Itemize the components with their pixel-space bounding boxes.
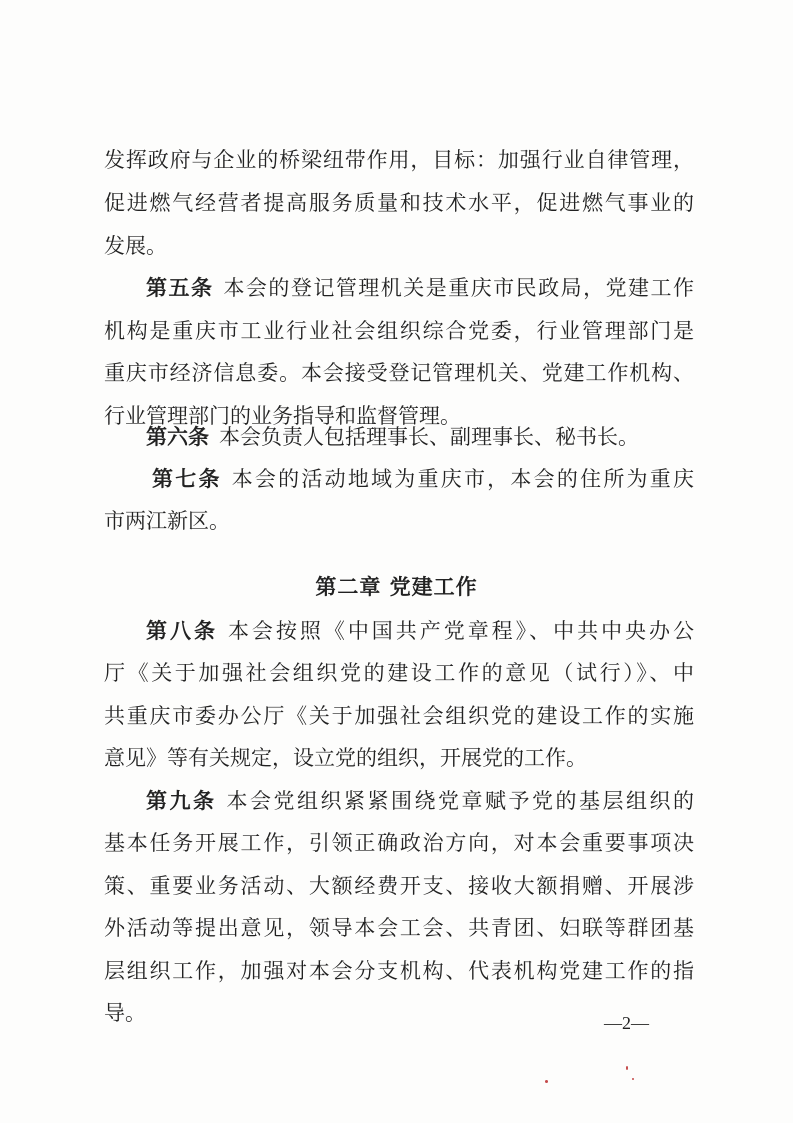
- article-5-line-3: 重庆市经济信息委。本会接受登记管理机关、党建工作机构、: [104, 361, 694, 385]
- article-8-line-1: [104, 614, 694, 648]
- article-8-line-2: 厅《关于加强社会组织党的建设工作的意见（试行）》、中: [104, 661, 694, 685]
- article-7-text-1: 本会的活动地域为重庆市，本会的住所为重庆: [231, 467, 694, 491]
- para-1-line-3: 发展。: [104, 234, 167, 258]
- scan-speck: [626, 1066, 628, 1070]
- article-9-line-3: 策、重要业务活动、大额经费开支、接收大额捐赠、开展涉: [104, 874, 694, 898]
- article-7-label: 第七条: [152, 467, 222, 491]
- article-6-line-1: [104, 420, 694, 454]
- article-8-text-1: 本会按照《中国共产党章程》、中共中央办公: [227, 619, 694, 643]
- article-9-label: 第九条: [146, 789, 217, 813]
- article-9-text-1: 本会党组织紧紧围绕党章赋予党的基层组织的: [226, 789, 694, 813]
- article-5-line-2: 机构是重庆市工业行业社会组织综合党委，行业管理部门是: [104, 319, 694, 343]
- scan-speck: [545, 1080, 548, 1083]
- para-1-line-1: 发挥政府与企业的桥梁纽带作用，目标：加强行业自律管理，: [104, 148, 694, 172]
- article-8-label: 第八条: [146, 619, 218, 643]
- article-7-line-2: 市两江新区。: [104, 509, 230, 533]
- article-9-line-6: 导。: [104, 1001, 146, 1025]
- article-6-label: 第六条: [146, 425, 209, 449]
- article-9-line-1: [104, 784, 694, 818]
- article-8-line-4: 意见》等有关规定，设立党的组织，开展党的工作。: [104, 746, 587, 770]
- article-5-label: 第五条: [146, 276, 214, 300]
- article-9-line-4: 外活动等提出意见，领导本会工会、共青团、妇联等群团基: [104, 916, 694, 940]
- article-9-line-2: 基本任务开展工作，引领正确政治方向，对本会重要事项决: [104, 831, 694, 855]
- article-7-line-1: [104, 462, 694, 496]
- para-1-line-2: 促进燃气经营者提高服务质量和技术水平，促进燃气事业的: [104, 191, 694, 215]
- article-9-line-5: 层组织工作，加强对本会分支机构、代表机构党建工作的指: [104, 959, 694, 983]
- article-8-line-3: 共重庆市委办公厅《关于加强社会组织党的建设工作的实施: [104, 704, 694, 728]
- article-5-text-1: 本会的登记管理机关是重庆市民政局，党建工作: [223, 276, 694, 300]
- article-6-text-1: 本会负责人包括理事长、副理事长、秘书长。: [219, 425, 639, 449]
- chapter-2-heading: 第二章 党建工作: [315, 574, 478, 599]
- article-5-line-1: [104, 271, 694, 305]
- page-number: —2—: [604, 1013, 649, 1033]
- article-5-line-4: 行业管理部门的业务指导和监督管理。: [104, 404, 461, 428]
- scan-speck: [632, 1078, 634, 1080]
